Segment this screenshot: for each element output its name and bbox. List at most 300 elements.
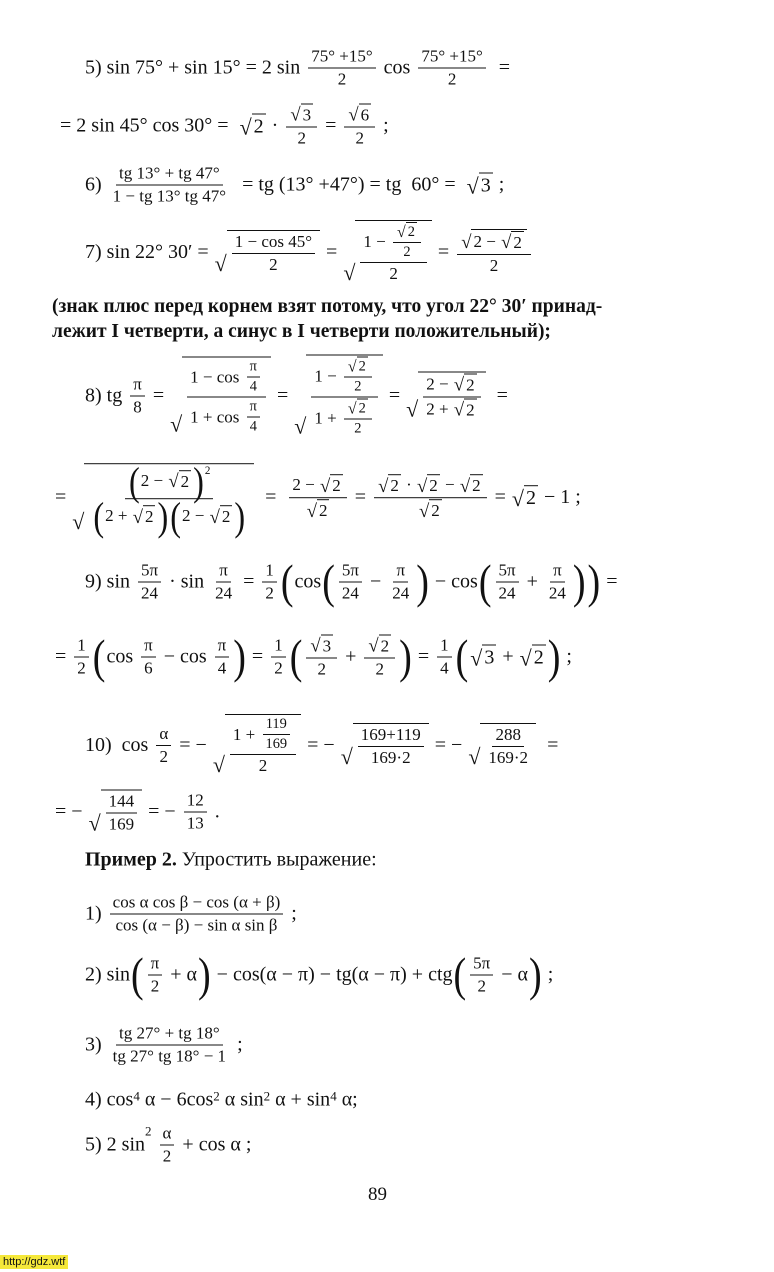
denominator: [423, 398, 480, 421]
denominator: [339, 583, 362, 604]
right-paren-icon: ): [157, 493, 169, 539]
radicand: [301, 104, 314, 126]
numerator: [263, 716, 290, 735]
math-text: ·: [266, 114, 284, 137]
math-text: 2: [159, 746, 169, 766]
math-text: +: [497, 645, 519, 668]
radicand: [406, 222, 417, 241]
numerator: [116, 164, 223, 186]
radicand: [429, 500, 442, 522]
radical-sign-icon: √: [368, 635, 379, 657]
denominator: [184, 813, 207, 834]
math-text: ;: [542, 963, 554, 986]
math-text: 2: [269, 254, 278, 274]
math-text: 2: [403, 244, 411, 260]
math-text: π: [150, 953, 160, 973]
radical-sign-icon: √: [132, 506, 143, 528]
math-text: 2: [258, 756, 268, 775]
math-text: cos: [294, 570, 322, 593]
math-text: 2: [297, 128, 306, 148]
left-paren-icon: (: [453, 948, 467, 1002]
math-text: 24: [498, 583, 516, 603]
square-root: [368, 635, 391, 657]
right-paren-icon: ): [233, 630, 246, 684]
math-text: 3: [484, 646, 495, 669]
denominator: [437, 658, 452, 679]
right-paren-icon: ): [529, 948, 542, 1002]
math-text: 2 +: [105, 506, 132, 526]
math-text: 24: [215, 583, 233, 603]
denominator: [256, 755, 271, 776]
numerator: [496, 561, 519, 583]
parenthesized-group: [280, 555, 601, 609]
example-7: [85, 220, 534, 284]
math-text: 1: [77, 635, 86, 655]
denominator: [262, 583, 277, 604]
math-text: 24: [548, 583, 566, 603]
math-text: − α: [496, 963, 529, 986]
numerator: [125, 458, 213, 504]
radical-sign-icon: √: [453, 374, 465, 396]
fraction: [89, 458, 249, 539]
numerator: [418, 47, 485, 69]
numerator: [156, 724, 171, 746]
square-root: [133, 506, 156, 528]
square-root: [240, 114, 266, 139]
math-text: 2: [150, 976, 160, 996]
radical-sign-icon: √: [212, 752, 225, 777]
math-text: 3: [302, 105, 312, 125]
math-text: 2 −: [426, 374, 453, 394]
math-text: 2: [431, 501, 440, 521]
denominator: [368, 747, 414, 768]
math-text: 2: [389, 264, 398, 283]
radical-sign-icon: √: [239, 114, 252, 140]
math-text: 2: [375, 659, 385, 679]
math-text: 2: [318, 501, 328, 521]
square-root: [348, 104, 371, 126]
square-root: [501, 231, 524, 253]
fraction: [247, 399, 260, 436]
math-text: 8) tg: [85, 384, 128, 407]
numerator: [187, 359, 266, 398]
fraction: [374, 475, 487, 522]
fraction: [141, 636, 156, 679]
radical-sign-icon: √: [468, 743, 481, 769]
fraction: [262, 716, 290, 753]
math-text: 1 − cos: [190, 367, 244, 386]
radical-sign-icon: √: [461, 231, 472, 253]
left-paren-icon: (: [289, 630, 303, 684]
math-text: 2: [162, 1146, 172, 1166]
radical-sign-icon: √: [347, 358, 357, 376]
radicand: [418, 372, 485, 421]
math-text: 1: [274, 635, 283, 655]
parenthesized-group: [453, 948, 543, 1002]
square-root: [419, 500, 442, 522]
math-text: 2 +: [426, 399, 453, 419]
radical-sign-icon: √: [209, 506, 220, 528]
denominator: [546, 583, 569, 604]
problem-3: [85, 1024, 243, 1067]
math-text: 5π: [141, 560, 159, 580]
denominator: [271, 658, 286, 679]
fraction: [393, 222, 421, 261]
denominator: [74, 658, 89, 679]
math-text: 2: [354, 378, 362, 395]
paragraph-line: лежит I четверти, а синус в I четверти положительный);: [52, 321, 551, 342]
math-text: = tg (13° +47°) = tg 60° =: [232, 173, 466, 196]
math-text: − cos: [429, 570, 478, 593]
bold-label: Пример 2.: [85, 848, 177, 871]
math-text: 119: [265, 716, 287, 732]
square-root: [213, 714, 301, 776]
radical-sign-icon: √: [347, 400, 357, 418]
left-paren-icon: (: [455, 630, 469, 684]
math-text: 4: [440, 658, 449, 678]
numerator: [393, 222, 421, 243]
radical-sign-icon: √: [396, 224, 406, 242]
fraction: [110, 1024, 229, 1067]
radicand: [524, 486, 538, 511]
fraction: [160, 1124, 175, 1167]
left-paren-icon: (: [322, 555, 335, 609]
math-text: 4: [249, 418, 257, 435]
watermark-link[interactable]: http://gdz.wtf: [0, 1255, 68, 1269]
radical-sign-icon: √: [501, 231, 512, 253]
denominator: [262, 735, 290, 753]
numerator: [184, 791, 207, 813]
math-text: =: [320, 114, 342, 137]
numerator: [247, 359, 260, 378]
numerator: [289, 475, 346, 499]
fraction: [74, 636, 89, 679]
denominator: [141, 658, 156, 679]
radical-sign-icon: √: [290, 104, 301, 126]
math-text: 24: [141, 583, 159, 603]
denominator: [138, 583, 161, 604]
math-text: = −: [302, 733, 340, 756]
math-text: =: [349, 486, 372, 509]
math-text: cos α cos β − cos (α + β): [112, 892, 281, 912]
math-text: = −: [55, 800, 88, 823]
radical-sign-icon: √: [406, 396, 419, 422]
math-text: 6: [360, 105, 370, 125]
radicand: [379, 635, 392, 657]
fraction: [457, 229, 531, 276]
numerator: [339, 561, 362, 583]
radicand: [464, 374, 477, 396]
radicand: [479, 173, 493, 198]
numerator: [360, 222, 427, 263]
superscript: 2: [145, 1123, 152, 1139]
superscript: 4: [330, 1088, 337, 1104]
denominator: [400, 243, 413, 261]
denominator: [474, 976, 489, 997]
math-text: =: [255, 486, 287, 509]
radical-sign-icon: √: [343, 260, 356, 285]
radicand: [330, 475, 343, 497]
numerator: [344, 357, 372, 378]
left-paren-icon: (: [478, 555, 492, 609]
math-text: 13: [186, 813, 204, 833]
fraction: [308, 47, 375, 90]
math-text: π: [249, 398, 257, 415]
fraction: [148, 954, 163, 997]
numerator: [437, 636, 452, 658]
math-text: 169+119: [360, 724, 421, 744]
math-text: 2: [447, 69, 457, 89]
example-10-line-1: [85, 714, 558, 776]
fraction: [389, 561, 412, 604]
math-text: =: [486, 384, 508, 407]
numerator: [344, 399, 372, 420]
math-text: 2: [77, 658, 86, 678]
square-root: [348, 399, 368, 418]
square-root: [406, 372, 485, 421]
fraction: [496, 561, 519, 604]
math-text: − 1 ;: [538, 486, 581, 509]
numerator: [110, 893, 284, 915]
math-text: − cos(α − π) − tg(α − π) + ctg: [211, 963, 453, 986]
square-root: [294, 355, 383, 438]
math-text: =: [238, 570, 260, 593]
math-text: α + sin: [270, 1088, 331, 1111]
math-text: tg 27° tg 18° − 1: [112, 1046, 227, 1066]
math-text: =: [537, 733, 559, 756]
problem-5: [85, 1124, 251, 1167]
radicand: [511, 231, 524, 253]
denominator: [352, 128, 367, 149]
fraction: [271, 636, 286, 679]
fraction: [184, 791, 207, 834]
math-text: 2 −: [292, 475, 320, 495]
radicand: [357, 399, 368, 418]
math-text: 2: [407, 224, 415, 240]
numerator: [286, 104, 317, 128]
parenthesized-group: [478, 555, 587, 609]
denominator: [148, 976, 163, 997]
square-root: [348, 357, 368, 376]
math-text: 3: [322, 636, 332, 656]
math-text: α;: [336, 1088, 358, 1111]
math-text: 2: [354, 420, 362, 437]
denominator: [311, 398, 378, 438]
superscript: 4: [133, 1088, 140, 1104]
math-text: 2: [533, 646, 544, 669]
fraction: [344, 399, 372, 438]
math-text: 2: [332, 476, 341, 496]
math-text: 2: [489, 255, 499, 275]
fraction: [546, 561, 569, 604]
fraction: [344, 357, 372, 396]
problem-4: [85, 1089, 358, 1112]
math-text: 1: [265, 560, 274, 580]
math-text: =: [55, 486, 72, 509]
numerator: [306, 635, 337, 659]
fraction: [106, 792, 138, 835]
radicand: [225, 714, 301, 776]
square-root: [467, 173, 493, 198]
fraction: [344, 104, 375, 149]
left-paren-icon: (: [280, 555, 294, 609]
math-text: = 2 sin 45° cos 30° =: [60, 114, 239, 137]
fraction: [230, 716, 296, 776]
right-paren-icon: ): [193, 458, 204, 504]
radicand: [471, 229, 526, 253]
example-2-heading: [85, 849, 377, 872]
fraction: [247, 359, 260, 396]
math-text: 6): [85, 173, 107, 196]
fraction: [311, 357, 378, 438]
fraction: [423, 374, 480, 421]
fraction: [470, 954, 493, 997]
math-text: 2 −: [140, 471, 168, 491]
radical-sign-icon: √: [306, 500, 317, 522]
math-text: =: [321, 240, 343, 263]
radicand: [252, 114, 266, 139]
math-text: π: [249, 358, 257, 375]
math-text: ;: [286, 902, 297, 925]
radical-sign-icon: √: [168, 471, 179, 493]
numerator: [148, 954, 163, 976]
math-text: 7) sin 22° 30′ =: [85, 240, 214, 263]
math-text: =: [489, 486, 511, 509]
denominator: [215, 658, 230, 679]
square-root: [290, 104, 313, 126]
square-root: [378, 475, 401, 497]
math-text: + α: [165, 963, 198, 986]
right-paren-icon: ): [587, 555, 601, 609]
radicand: [464, 399, 477, 421]
numerator: [116, 1024, 223, 1046]
left-paren-icon: (: [131, 948, 144, 1002]
fraction: [358, 725, 424, 768]
math-text: +: [340, 645, 362, 668]
math-text: α sin: [219, 1088, 264, 1111]
math-text: 24: [392, 583, 410, 603]
radical-sign-icon: √: [294, 413, 307, 439]
math-text: 2: [466, 400, 475, 420]
math-text: 2: [317, 659, 326, 679]
numerator: [138, 561, 161, 583]
fraction: [437, 636, 452, 679]
numerator: [492, 725, 524, 747]
numerator: [358, 725, 424, 747]
radicand: [355, 220, 432, 284]
denominator: [373, 659, 388, 680]
math-text: ·: [401, 475, 416, 495]
parenthesized-group: [289, 630, 413, 684]
math-text: 2: [513, 232, 522, 252]
math-text: 5π: [341, 560, 359, 580]
math-text: tg 27° + tg 18°: [119, 1023, 220, 1043]
radicand: [84, 458, 254, 539]
radicand: [317, 500, 330, 522]
page-number: 89: [368, 1184, 387, 1205]
math-text: 2: [472, 476, 481, 496]
math-text: 9) sin: [85, 570, 135, 593]
math-text: 12: [186, 790, 204, 810]
left-paren-icon: (: [129, 458, 140, 504]
radicand: [179, 470, 192, 492]
right-paren-icon: ): [198, 948, 211, 1002]
radical-sign-icon: √: [453, 399, 465, 421]
parenthesized-group: [92, 493, 169, 539]
math-text: 5π: [498, 560, 516, 580]
math-text: =: [271, 384, 294, 407]
math-text: =: [412, 645, 435, 668]
math-text: 2: [358, 358, 366, 375]
numerator: [374, 475, 487, 499]
radical-sign-icon: √: [417, 475, 428, 497]
parenthesized-group: [455, 630, 562, 684]
fraction: [130, 375, 145, 418]
square-root: [417, 475, 440, 497]
math-text: 1 + cos: [190, 407, 244, 426]
fraction: [212, 561, 235, 604]
math-text: α − 6cos: [139, 1088, 214, 1111]
denominator: [110, 1046, 229, 1067]
paragraph-line: (знак плюс перед корнем взят потому, что угол 22° 30′ принад-: [52, 296, 603, 317]
radicand: [532, 645, 546, 670]
math-text: ;: [561, 645, 572, 668]
denominator: [351, 378, 364, 396]
numerator: [457, 229, 531, 255]
radical-sign-icon: √: [170, 411, 183, 437]
radical-sign-icon: √: [466, 173, 479, 199]
denominator: [294, 128, 309, 149]
radicand: [427, 475, 440, 497]
math-text: 24: [341, 583, 359, 603]
explanation-paragraph: [52, 294, 602, 344]
denominator: [106, 814, 138, 835]
numerator: [311, 357, 378, 398]
denominator: [247, 378, 260, 396]
math-text: 2: [355, 128, 364, 148]
math-text: = −: [143, 800, 181, 823]
numerator: [470, 954, 493, 976]
fraction: [187, 359, 266, 436]
math-text: 1 +: [314, 408, 341, 427]
math-text: 2: [221, 507, 231, 527]
math-text: + cos α ;: [177, 1133, 252, 1156]
parenthesized-group: [128, 458, 205, 504]
parenthesized-group: [321, 555, 430, 609]
math-text: 75° +15°: [311, 46, 373, 66]
math-text: 6: [144, 658, 153, 678]
numerator: [160, 1124, 175, 1146]
denominator: [157, 746, 172, 767]
right-paren-icon: ): [572, 555, 586, 609]
numerator: [308, 47, 375, 69]
parenthesized-group: [130, 948, 212, 1002]
math-text: 288: [495, 724, 521, 744]
radical-sign-icon: √: [340, 743, 353, 769]
math-text: =: [55, 645, 72, 668]
math-text: −: [440, 475, 459, 495]
parenthesized-group: [169, 493, 246, 539]
radicand: [353, 723, 429, 768]
math-text: =: [601, 570, 618, 593]
math-text: 2: [390, 476, 399, 496]
math-text: 1 −: [363, 231, 390, 251]
denominator: [247, 418, 260, 436]
fraction: [215, 636, 230, 679]
math-text: tg 13° + tg 47°: [119, 163, 220, 183]
math-text: 1 −: [314, 366, 341, 385]
left-paren-icon: (: [170, 493, 182, 539]
